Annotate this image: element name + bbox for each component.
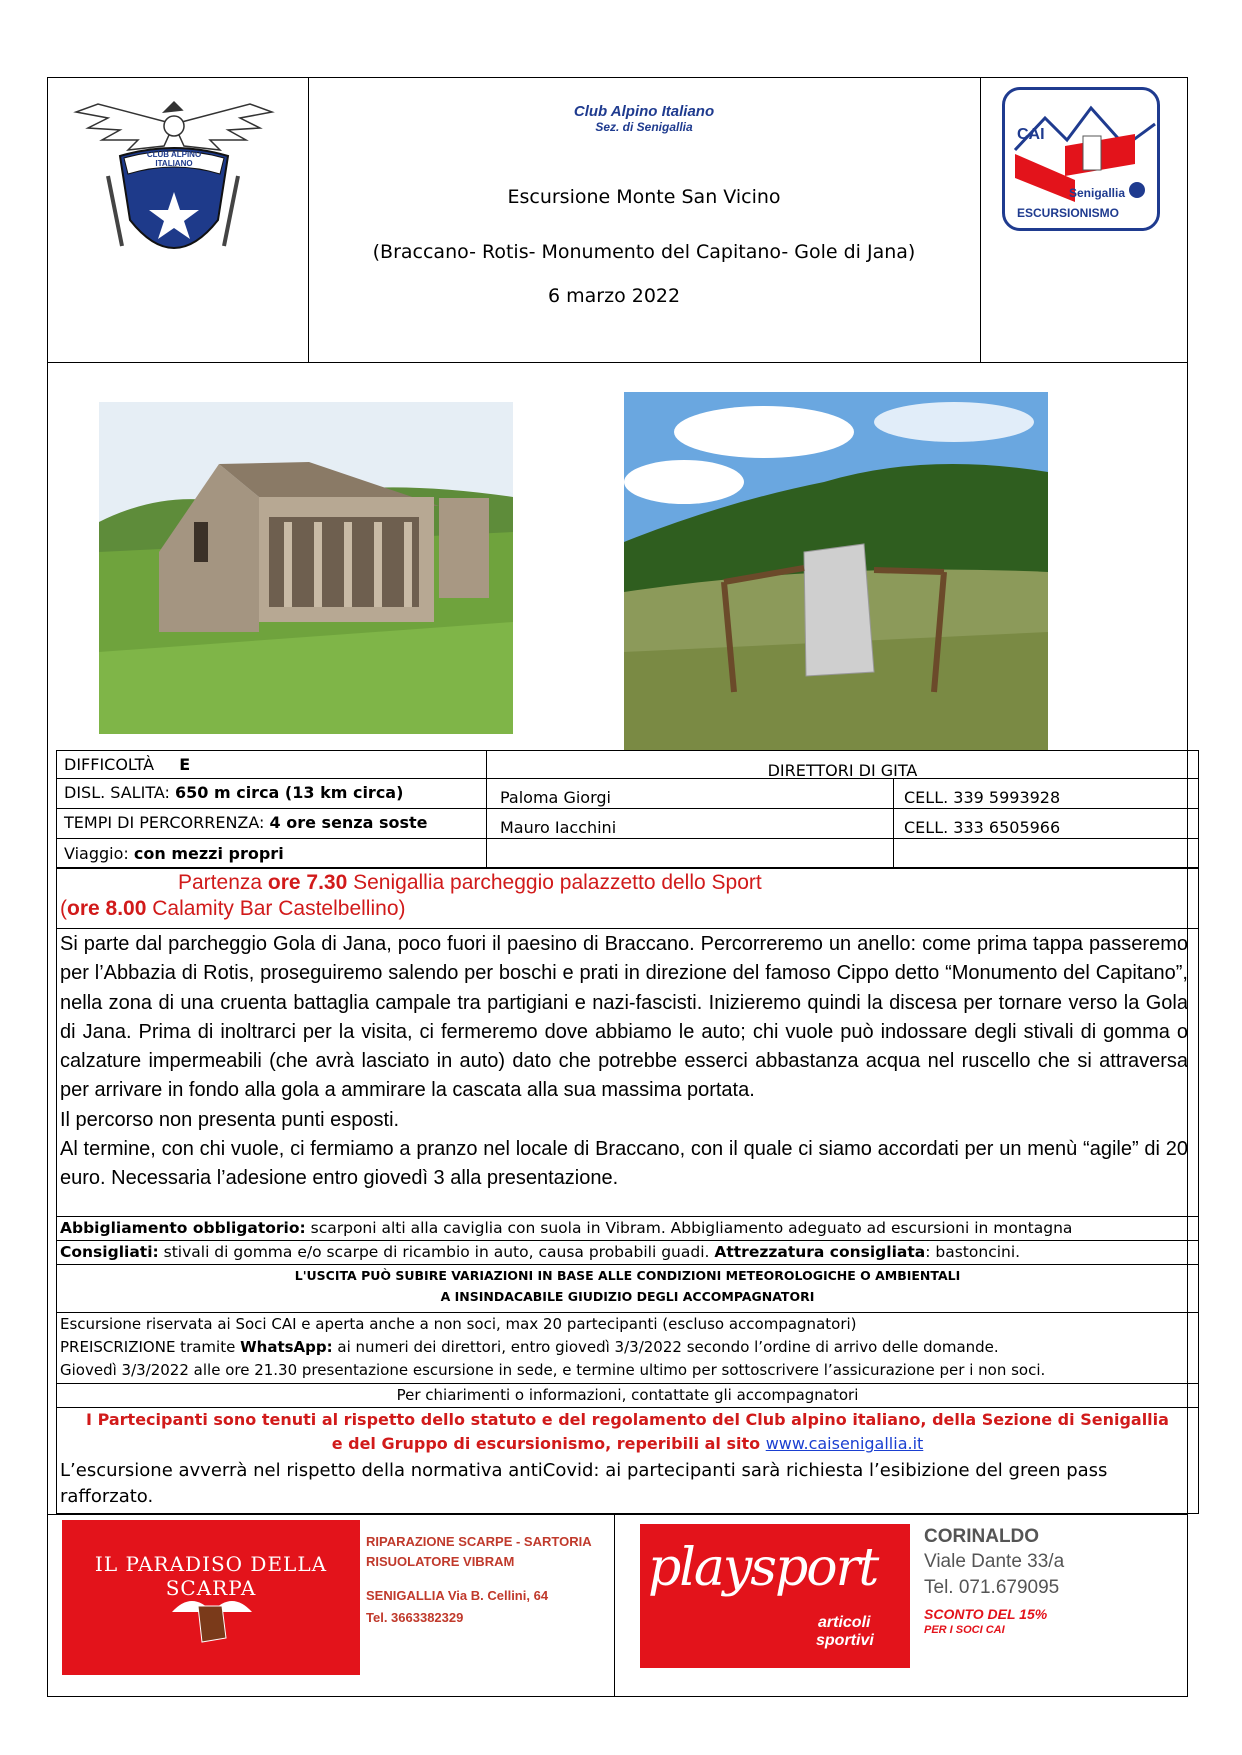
- header-row-bottom-line: [47, 362, 1188, 363]
- cai-eagle-logo: [68, 96, 280, 278]
- header-divider-right: [980, 77, 981, 362]
- director-phone-1: CELL. 339 5993928: [904, 788, 1061, 807]
- departure-l1-a: Partenza: [178, 871, 268, 894]
- caisenigallia-link[interactable]: www.caisenigallia.it: [765, 1434, 924, 1453]
- departure-time-1: ore 7.30: [267, 871, 348, 894]
- photo-captain-monument: [624, 392, 1048, 750]
- directors-header: DIRETTORI DI GITA: [767, 761, 918, 780]
- gear-value: : bastoncini.: [925, 1243, 1021, 1261]
- rules-line-1: I Partecipanti sono tenuti al rispetto dello statuto e del regolamento del Club alpino italiano, della Sezione di Senigallia: [86, 1410, 1169, 1429]
- director-name-2: Mauro Iacchini: [500, 818, 617, 837]
- event-date: 6 marzo 2022: [548, 285, 681, 307]
- club-name: Club Alpino Italiano: [573, 103, 715, 120]
- playsport-sub-1: articoli: [818, 1614, 871, 1631]
- playsport-address: Viale Dante 33/a: [924, 1551, 1065, 1572]
- time-value: 4 ore senza soste: [269, 813, 428, 832]
- badge-cai-text: CAI: [1017, 126, 1045, 143]
- playsport-discount-sub: PER I SOCI CAI: [924, 1624, 1005, 1636]
- equipment-top-line: [56, 1216, 1199, 1217]
- rules-top-line: [56, 1407, 1199, 1408]
- advised-value: stivali di gomma e/o scarpe di ricambio in auto, causa probabili guadi.: [158, 1243, 715, 1261]
- departure-l2-a: (: [60, 897, 67, 920]
- advised-equipment: [60, 1243, 1020, 1261]
- description-p1: Si parte dal parcheggio Gola di Jana, poco fuori il paesino di Braccano. Percorreremo un anello: come prima tappa passeremo per l’Abbazia di Rotis, proseguiremo salendo per boschi e prati in direzione del famoso Cippo detto “Monumento del Capitano”, nella zona di una cruenta battaglia campale tra partigiani e nazi-fascisti. Inizieremo quindi la discesa per tornare verso la Gola di Jana. Prima di inoltrarci per la visita, ci fermeremo dove abbiamo le auto; chi vuole può indossare degli stivali di gomma o calzature impermeabili (che avrà lasciato in auto) dato che potrebbe esserci abbastanza acqua nel ruscello che si attraversa per arrivare in fondo alla gola a ammirare la cascata alla sua massima portata.: [60, 933, 1188, 1102]
- difficulty-value: E: [179, 755, 191, 774]
- difficulty-cell: [58, 754, 484, 776]
- description-p2: Il percorso non presenta punti esposti.: [60, 1108, 400, 1131]
- registration-line-2: [60, 1338, 999, 1356]
- sponsors-divider: [614, 1514, 615, 1697]
- gear-label: Attrezzatura consigliata: [714, 1243, 926, 1261]
- photo-rotis-abbey: [99, 402, 513, 734]
- contact-line: Per chiarimenti o informazioni, contattate gli accompagnatori: [396, 1386, 859, 1404]
- rules-l2-text: e del Gruppo di escursionismo, reperibili al sito: [331, 1434, 766, 1453]
- covid-notice: L’escursione avverrà nel rispetto della normativa antiCovid: ai partecipanti sarà richiesta l’esibizione del green pass rafforzato.: [60, 1460, 1108, 1507]
- paradiso-line-4: Tel. 3663382329: [366, 1610, 464, 1625]
- ascent-cell: [58, 782, 484, 804]
- difficulty-label: DIFFICOLTÀ: [64, 755, 155, 774]
- rules-line-2: [56, 1434, 1199, 1453]
- playsport-discount: SCONTO DEL 15%: [924, 1606, 1048, 1622]
- badge-city-text: Senigallia: [1069, 186, 1126, 200]
- description: [60, 930, 1188, 1194]
- paradiso-line-2: RISUOLATORE VIBRAM: [366, 1554, 515, 1569]
- registration-l2-a: PREISCRIZIONE tramite: [60, 1338, 241, 1356]
- paradiso-scarpa-logo: [62, 1520, 360, 1675]
- time-label: TEMPI DI PERCORRENZA:: [64, 813, 265, 832]
- paradiso-line-3: SENIGALLIA Via B. Cellini, 64: [366, 1588, 549, 1603]
- notice-line-1: L'USCITA PUÒ SUBIRE VARIAZIONI IN BASE ALLE CONDIZIONI METEOROLOGICHE O AMBIENTALI: [294, 1268, 961, 1283]
- notice-line-2: A INSINDACABILE GIUDIZIO DEGLI ACCOMPAGNATORI: [440, 1289, 815, 1304]
- playsport-logo: [640, 1524, 910, 1668]
- departure-line-2: [60, 897, 406, 921]
- playsport-city: CORINALDO: [924, 1526, 1040, 1547]
- departure-bottom-line: [56, 928, 1199, 929]
- page-title: Escursione Monte San Vicino: [507, 186, 781, 208]
- time-cell: [58, 812, 484, 834]
- mandatory-equipment: [60, 1219, 1072, 1237]
- whatsapp-label: WhatsApp:: [240, 1338, 333, 1356]
- departure-time-2: ore 8.00: [67, 897, 147, 920]
- paradiso-name: IL PARADISO DELLA SCARPA: [94, 1552, 328, 1600]
- departure-l1-c: Senigallia parcheggio palazzetto dello Sport: [347, 871, 762, 894]
- playsport-sub-2: sportivi: [816, 1632, 874, 1649]
- director-name-1: Paloma Giorgi: [500, 788, 611, 807]
- playsport-tel: Tel. 071.679095: [924, 1577, 1060, 1598]
- playsport-name: playsport: [648, 1538, 878, 1598]
- description-p3: Al termine, con chi vuole, ci fermiamo a pranzo nel locale di Braccano, con il quale ci siamo accordati per un menù “agile” di 20 euro. Necessaria l’adesione entro giovedì 3 alla presentazione.: [60, 1138, 1188, 1190]
- advised-label: Consigliati:: [60, 1243, 159, 1261]
- paradiso-line-1: RIPARAZIONE SCARPE - SARTORIA: [366, 1534, 592, 1549]
- registration-line-1: Escursione riservata ai Soci CAI e aperta anche a non soci, max 20 partecipanti (escluso accompagnatori): [60, 1315, 857, 1333]
- contact-top-line: [56, 1383, 1199, 1384]
- departure-l2-c: Calamity Bar Castelbellino): [146, 897, 406, 920]
- ascent-label: DISL. SALITA:: [64, 783, 170, 802]
- departure-line-1: [178, 871, 762, 895]
- cai-logo-text: CLUB ALPINO ITALIANO: [146, 150, 202, 168]
- director-phone-2: CELL. 333 6505966: [904, 818, 1061, 837]
- cai-escursionismo-badge: [1002, 87, 1160, 231]
- route-subtitle: (Braccano- Rotis- Monumento del Capitano- Gole di Jana): [372, 241, 916, 263]
- equipment-mid-line: [56, 1240, 1199, 1241]
- travel-value: con mezzi propri: [133, 844, 284, 863]
- club-section: Sez. di Senigallia: [595, 120, 693, 134]
- registration-top-line: [56, 1312, 1199, 1313]
- badge-group-text: ESCURSIONISMO: [1017, 206, 1120, 220]
- mandatory-label: Abbigliamento obbligatorio:: [60, 1219, 306, 1237]
- registration-line-3: Giovedì 3/3/2022 alle ore 21.30 presentazione escursione in sede, e termine ultimo per sottoscrivere l’assicurazione per i non soci.: [60, 1361, 1046, 1379]
- registration-l2-c: ai numeri dei direttori, entro giovedì 3/3/2022 secondo l’ordine di arrivo delle domande.: [332, 1338, 999, 1356]
- mandatory-value: scarponi alti alla caviglia con suola in Vibram. Abbigliamento adeguato ad escursioni in montagna: [305, 1219, 1073, 1237]
- sponsors-top-line: [47, 1514, 1188, 1515]
- notice-top-line: [56, 1264, 1199, 1265]
- travel-label: Viaggio:: [64, 844, 129, 863]
- info-col-line-2: [893, 778, 894, 868]
- travel-cell: [58, 843, 484, 865]
- ascent-value: 650 m circa (13 km circa): [175, 783, 404, 802]
